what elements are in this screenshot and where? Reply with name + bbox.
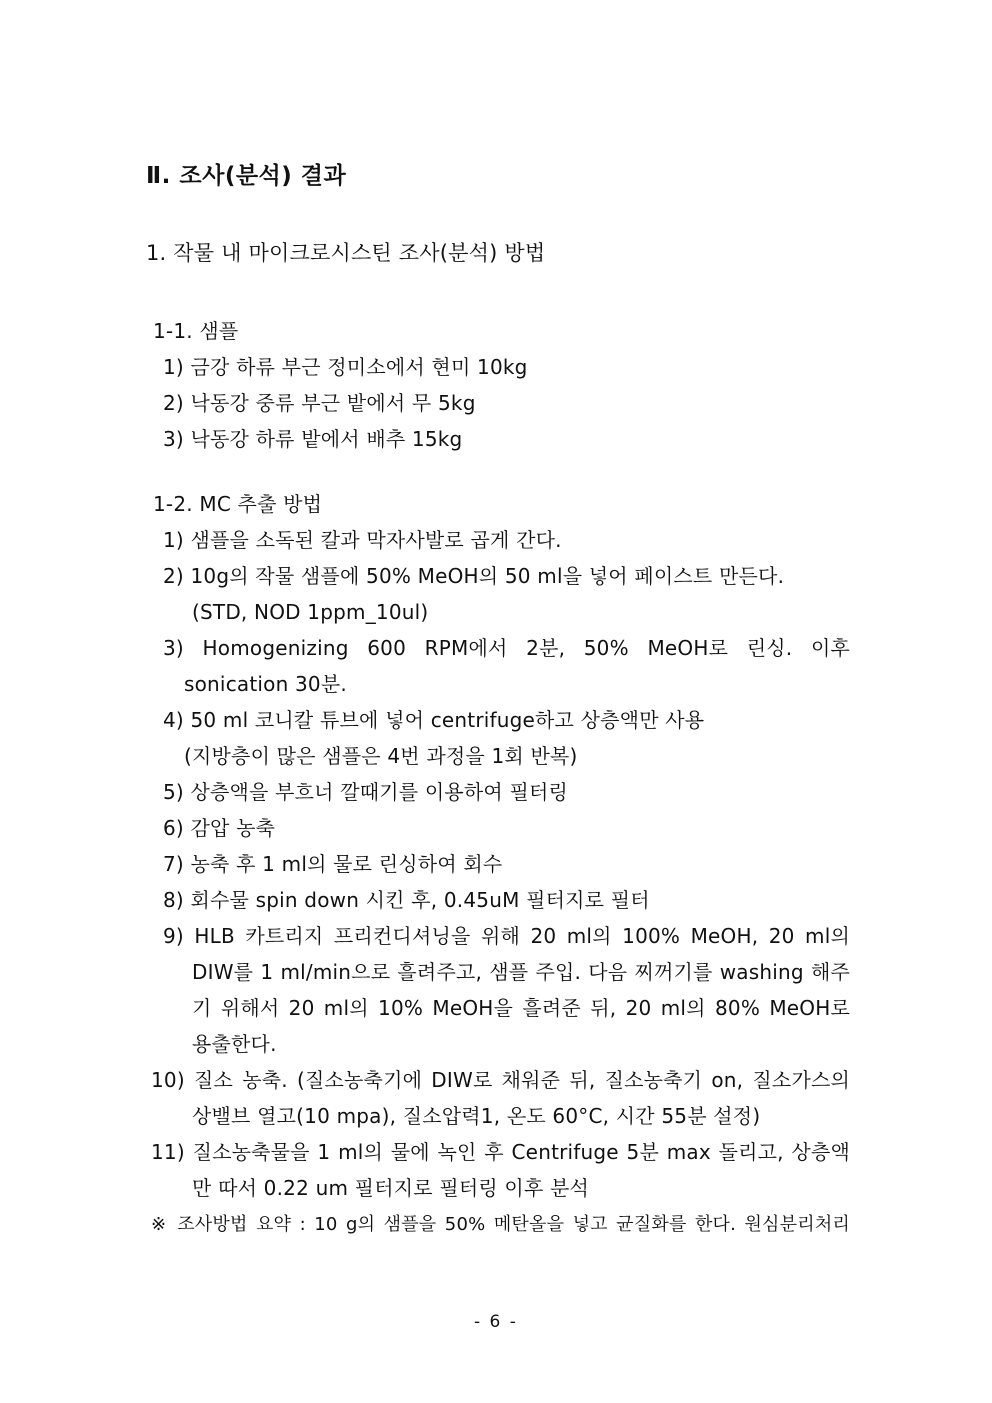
method-step-9-cont-3: 용출한다. xyxy=(192,1032,277,1056)
method-step-1: 1) 샘플을 소독된 칼과 막자사발로 곱게 간다. xyxy=(163,528,562,552)
section-title: Ⅱ. 조사(분석) 결과 xyxy=(146,163,347,189)
method-step-11-cont: 만 따서 0.22 um 필터지로 필터링 이후 분석 xyxy=(192,1176,590,1200)
method-step-8: 8) 회수물 spin down 시킨 후, 0.45uM 필터지로 필터 xyxy=(163,888,650,912)
page-number: - 6 - xyxy=(474,1312,518,1332)
method-step-5: 5) 상층액을 부흐너 깔때기를 이용하여 필터링 xyxy=(163,780,569,804)
method-title: 1-2. MC 추출 방법 xyxy=(153,492,323,516)
method-step-7: 7) 농축 후 1 ml의 물로 린싱하여 회수 xyxy=(163,852,503,876)
sample-item-3: 3) 낙동강 하류 밭에서 배추 15kg xyxy=(163,427,463,451)
method-step-4-note: (지방층이 많은 샘플은 4번 과정을 1회 반복) xyxy=(184,744,578,768)
summary-note: ※ 조사방법 요약 : 10 g의 샘플을 50% 메탄올을 넣고 균질화를 한다. 원심분리처리 xyxy=(151,1214,850,1235)
method-step-4: 4) 50 ml 코니칼 튜브에 넣어 centrifuge하고 상층액만 사용 xyxy=(163,708,705,732)
method-step-9-cont-1: DIW를 1 ml/min으로 흘려주고, 샘플 주입. 다음 찌꺼기를 washing 해주 xyxy=(192,960,850,984)
method-step-11: 11) 질소농축물을 1 ml의 물에 녹인 후 Centrifuge 5분 max 돌리고, 상층액 xyxy=(151,1140,850,1164)
method-step-2: 2) 10g의 작물 샘플에 50% MeOH의 50 ml을 넣어 페이스트 만든다. xyxy=(163,564,785,588)
method-step-2-note: (STD, NOD 1ppm_10ul) xyxy=(192,600,429,624)
method-step-10-cont: 상밸브 열고(10 mpa), 질소압력1, 온도 60°C, 시간 55분 설정) xyxy=(192,1104,761,1128)
heading-method: 1. 작물 내 마이크로시스틴 조사(분석) 방법 xyxy=(146,241,546,265)
method-step-9-cont-2: 기 위해서 20 ml의 10% MeOH을 흘려준 뒤, 20 ml의 80% MeOH로 xyxy=(192,996,850,1020)
method-step-9: 9) HLB 카트리지 프리컨디셔닝을 위해 20 ml의 100% MeOH, 20 ml의 xyxy=(163,924,850,948)
sample-item-2: 2) 낙동강 중류 부근 밭에서 무 5kg xyxy=(163,391,476,415)
samples-title: 1-1. 샘플 xyxy=(153,319,239,343)
method-step-3: 3) Homogenizing 600 RPM에서 2분, 50% MeOH로 린싱. 이후 xyxy=(163,636,850,660)
sample-item-1: 1) 금강 하류 부근 정미소에서 현미 10kg xyxy=(163,355,528,379)
method-step-6: 6) 감압 농축 xyxy=(163,816,276,840)
method-step-10: 10) 질소 농축. (질소농축기에 DIW로 채워준 뒤, 질소농축기 on, 질소가스의 xyxy=(151,1068,850,1092)
method-step-3-cont: sonication 30분. xyxy=(184,672,347,696)
